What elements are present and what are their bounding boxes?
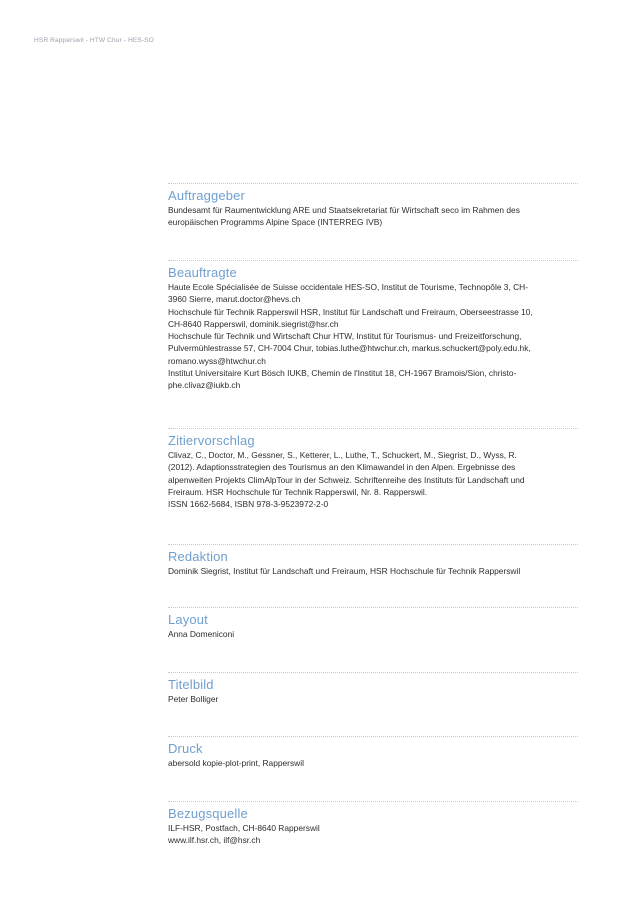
- body-line: CH-8640 Rapperswil, dominik.siegrist@hsr.ch: [168, 318, 339, 329]
- body-line: Bundesamt für Raumentwicklung ARE und Staatsekretariat für Wirtschaft seco im Rahmen des: [168, 205, 520, 215]
- body-line: romano.wyss@htwchur.ch: [168, 355, 266, 366]
- section-druck: [168, 736, 578, 769]
- section-redaktion: [168, 544, 578, 577]
- body-line: Freiraum. HSR Hochschule für Technik Rapperswil, Nr. 8. Rapperswil.: [168, 486, 428, 497]
- body-line: Hochschule für Technik und Wirtschaft Chur HTW, Institut für Tourismus- und Freizeitforschung,: [168, 331, 522, 342]
- body-line: Institut Universitaire Kurt Bösch IUKB, Chemin de l'Institut 18, CH-1967 Bramois/Sion, christo-: [168, 368, 517, 379]
- section-auftraggeber: [168, 183, 578, 229]
- section-title-zitiervorschlag: Zitiervorschlag: [168, 428, 578, 448]
- body-line: 3960 Sierre, marut.doctor@hevs.ch: [168, 294, 301, 305]
- section-body-layout: [168, 628, 578, 640]
- section-title-druck: Druck: [168, 736, 578, 756]
- section-body-auftraggeber: [168, 204, 578, 229]
- section-title-bezugsquelle: Bezugsquelle: [168, 801, 578, 821]
- section-body-redaktion: [168, 565, 578, 577]
- body-line: europäischen Programms Alpine Space (INTERREG IVB): [168, 217, 383, 228]
- section-body-bezugsquelle: [168, 822, 578, 847]
- body-line: Hochschule für Technik Rapperswil HSR, Institut für Landschaft und Freiraum, Oberseestrasse 10,: [168, 306, 533, 317]
- body-line: Anna Domeniconi: [168, 629, 235, 639]
- section-title-titelbild: Titelbild: [168, 672, 578, 692]
- running-header: HSR Rapperswil - HTW Chur - HES-SO: [34, 37, 154, 44]
- body-line: phe.clivaz@iukb.ch: [168, 380, 241, 391]
- section-zitiervorschlag: [168, 428, 578, 510]
- section-bezugsquelle: [168, 801, 578, 847]
- section-body-zitiervorschlag: [168, 449, 578, 510]
- body-line: ISSN 1662-5684, ISBN 978-3-9523972-2-0: [168, 499, 329, 510]
- body-line: ILF-HSR, Postfach, CH-8640 Rapperswil: [168, 823, 320, 833]
- section-title-layout: Layout: [168, 607, 578, 627]
- body-line: abersold kopie-plot-print, Rapperswil: [168, 758, 304, 768]
- section-beauftragte: [168, 260, 578, 392]
- body-line: Clivaz, C., Doctor, M., Gessner, S., Ketterer, L., Luthe, T., Schuckert, M., Siegrist, D., Wyss, R.: [168, 450, 517, 460]
- section-body-druck: [168, 757, 578, 769]
- body-line: Pulvermühlestrasse 57, CH-7004 Chur, tobias.luthe@htwchur.ch, markus.schuckert@poly.edu.hk,: [168, 343, 531, 354]
- body-line: Peter Bolliger: [168, 694, 219, 704]
- section-titelbild: [168, 672, 578, 705]
- section-body-beauftragte: [168, 281, 578, 392]
- body-line: alpenweiten Projekts ClimAlpTour in der Schweiz. Schriftenreihe des Instituts für Landschaft und: [168, 474, 525, 485]
- section-title-auftraggeber: Auftraggeber: [168, 183, 578, 203]
- section-layout: [168, 607, 578, 640]
- body-line: Haute Ecole Spécialisée de Suisse occidentale HES-SO, Institut de Tourisme, Technopôle 3, CH-: [168, 282, 529, 292]
- body-line: www.ilf.hsr.ch, ilf@hsr.ch: [168, 835, 261, 846]
- body-line: Dominik Siegrist, Institut für Landschaft und Freiraum, HSR Hochschule für Technik Rapperswil: [168, 566, 521, 576]
- body-line: (2012). Adaptionsstrategien des Tourismus an den Klimawandel in den Alpen. Ergebnisse des: [168, 462, 516, 473]
- section-title-beauftragte: Beauftragte: [168, 260, 578, 280]
- section-title-redaktion: Redaktion: [168, 544, 578, 564]
- section-body-titelbild: [168, 693, 578, 705]
